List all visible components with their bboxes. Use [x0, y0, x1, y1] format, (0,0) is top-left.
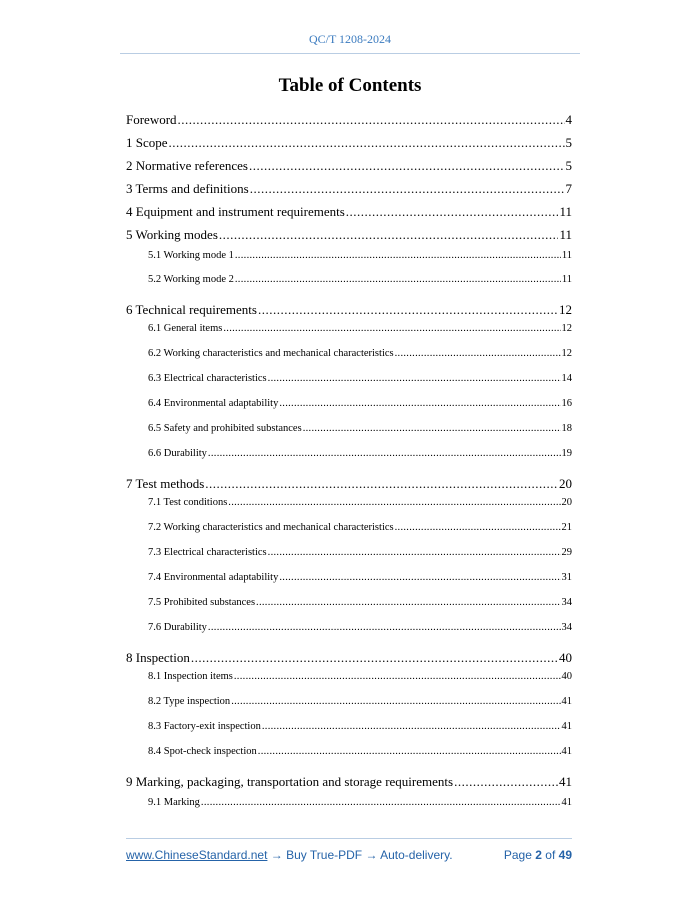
dot-leader [178, 112, 565, 128]
dot-leader [395, 522, 561, 533]
toc-entry-page: 41 [561, 746, 572, 757]
toc-entry-label: 5 Working modes [126, 227, 218, 242]
page-title: Table of Contents [278, 75, 422, 96]
toc-entry-page: 12 [561, 348, 572, 359]
dot-leader [234, 671, 561, 682]
toc-subentry[interactable] [148, 323, 572, 334]
toc-entry-page: 20 [561, 497, 572, 508]
toc-entry[interactable] [126, 112, 572, 128]
promo-text: → Buy True-PDF → Auto-delivery. [267, 848, 453, 862]
toc-entry-label: 3 Terms and definitions [126, 181, 249, 196]
toc-entry[interactable] [126, 181, 572, 197]
dot-leader [208, 622, 561, 633]
toc-subentry[interactable] [148, 597, 572, 608]
toc-entry[interactable] [126, 135, 572, 151]
website-link[interactable]: www.ChineseStandard.net [126, 848, 268, 862]
toc-subentry[interactable] [148, 746, 572, 757]
toc-entry[interactable] [126, 158, 572, 174]
toc-entry-label: 5.1 Working mode 1 [148, 250, 234, 261]
toc-entry-page: 41 [559, 774, 572, 789]
toc-entry[interactable] [126, 204, 572, 220]
dot-leader [258, 302, 558, 318]
toc-entry-label: 6.5 Safety and prohibited substances [148, 423, 302, 434]
toc-entry-label: 7.3 Electrical characteristics [148, 547, 267, 558]
dot-leader [279, 398, 560, 409]
toc-entry-page: 41 [561, 721, 572, 732]
toc-entry-label: 8.3 Factory-exit inspection [148, 721, 261, 732]
toc-subentry[interactable] [148, 348, 572, 359]
toc-entry-page: 21 [561, 522, 572, 533]
toc-subentry[interactable] [148, 250, 572, 261]
dot-leader [454, 774, 558, 790]
toc-entry-label: 5.2 Working mode 2 [148, 274, 234, 285]
toc-subentry[interactable] [148, 497, 572, 508]
toc-entry-label: 6.1 General items [148, 323, 223, 334]
toc-subentry[interactable] [148, 671, 572, 682]
dot-leader [250, 181, 565, 197]
toc-entry-page: 20 [559, 476, 572, 491]
dot-leader [279, 572, 560, 583]
toc-entry-label: 6.6 Durability [148, 448, 207, 459]
toc-subentry[interactable] [148, 696, 572, 707]
of-word: of [545, 848, 556, 862]
toc-entry-label: 6.2 Working characteristics and mechanical characteristics [148, 348, 394, 359]
dot-leader [256, 597, 560, 608]
dot-leader [395, 348, 561, 359]
toc-entry[interactable] [126, 302, 572, 318]
toc-entry-page: 7 [565, 181, 572, 196]
toc-entry[interactable] [126, 650, 572, 666]
toc-entry-page: 34 [561, 622, 572, 633]
dot-leader [303, 423, 561, 434]
toc-entry-label: 7.1 Test conditions [148, 497, 228, 508]
toc-entry-label: 7.5 Prohibited substances [148, 597, 256, 608]
page-word: Page [503, 848, 532, 862]
toc-entry-page: 16 [561, 398, 572, 409]
toc-subentry[interactable] [148, 547, 572, 558]
toc-entry-page: 34 [561, 597, 572, 608]
toc-entry-page: 11 [559, 204, 572, 219]
toc-subentry[interactable] [148, 522, 572, 533]
toc-entry-label: 6 Technical requirements [126, 302, 257, 317]
toc-subentry[interactable] [148, 572, 572, 583]
standard-code-header: QC/T 1208-2024 [308, 32, 392, 46]
toc-subentry[interactable] [148, 274, 572, 285]
toc-entry-page: 40 [559, 650, 572, 665]
dot-leader [268, 373, 561, 384]
dot-leader [228, 497, 560, 508]
dot-leader [205, 476, 558, 492]
footer [126, 848, 572, 862]
dot-leader [201, 797, 561, 808]
dot-leader [191, 650, 558, 666]
toc-entry-page: 12 [561, 323, 572, 334]
dot-leader [268, 547, 561, 558]
toc-entry[interactable] [126, 227, 572, 243]
toc-entry-label: 8.4 Spot-check inspection [148, 746, 257, 757]
toc-entry-label: 9.1 Marking [148, 797, 200, 808]
toc-subentry[interactable] [148, 797, 572, 808]
toc-subentry[interactable] [148, 373, 572, 384]
toc-subentry[interactable] [148, 398, 572, 409]
toc-entry-page: 19 [561, 448, 572, 459]
footer-promo [126, 848, 453, 862]
toc-entry-page: 40 [561, 671, 572, 682]
toc-entry-label: 8.2 Type inspection [148, 696, 231, 707]
page-indicator [504, 848, 572, 862]
header-rule [120, 53, 580, 54]
toc-entry-label: 7.2 Working characteristics and mechanical characteristics [148, 522, 394, 533]
toc-entry-label: 7.6 Durability [148, 622, 207, 633]
toc-entry-label: 8 Inspection [126, 650, 190, 665]
toc-entry-label: 6.4 Environmental adaptability [148, 398, 279, 409]
toc-entry-label: 7.4 Environmental adaptability [148, 572, 279, 583]
toc-entry-page: 11 [559, 227, 572, 242]
toc-subentry[interactable] [148, 622, 572, 633]
toc-entry-label: 4 Equipment and instrument requirements [126, 204, 345, 219]
toc-entry-label: 6.3 Electrical characteristics [148, 373, 267, 384]
toc-entry-page: 11 [561, 250, 572, 261]
dot-leader [169, 135, 565, 151]
toc-entry-page: 18 [561, 423, 572, 434]
toc-entry-label: 8.1 Inspection items [148, 671, 233, 682]
dot-leader [235, 250, 561, 261]
dot-leader [231, 696, 560, 707]
dot-leader [208, 448, 561, 459]
toc-entry-page: 11 [561, 274, 572, 285]
dot-leader [219, 227, 559, 243]
toc-entry-label: Foreword [126, 112, 177, 127]
toc-entry-label: 2 Normative references [126, 158, 248, 173]
dot-leader [249, 158, 565, 174]
dot-leader [262, 721, 561, 732]
toc-subentry[interactable] [148, 721, 572, 732]
toc-entry-page: 4 [565, 112, 572, 127]
toc-entry[interactable] [126, 774, 572, 790]
toc-entry-page: 12 [559, 302, 572, 317]
toc-entry-page: 14 [561, 373, 572, 384]
toc-entry-page: 31 [561, 572, 572, 583]
toc-entry-page: 5 [565, 158, 572, 173]
dot-leader [223, 323, 560, 334]
toc-entry-label: 9 Marking, packaging, transportation and storage requirements [126, 774, 454, 789]
footer-rule [126, 838, 572, 839]
toc-entry-page: 41 [561, 797, 572, 808]
toc-subentry[interactable] [148, 423, 572, 434]
toc-entry-label: 1 Scope [126, 135, 168, 150]
dot-leader [258, 746, 561, 757]
toc-entry-page: 29 [561, 547, 572, 558]
toc-entry-page: 41 [561, 696, 572, 707]
dot-leader [346, 204, 559, 220]
toc-entry[interactable] [126, 476, 572, 492]
toc-entry-label: 7 Test methods [126, 476, 205, 491]
toc-subentry[interactable] [148, 448, 572, 459]
page-total: 49 [558, 848, 572, 862]
dot-leader [235, 274, 561, 285]
toc-entry-page: 5 [565, 135, 572, 150]
page-current: 2 [535, 848, 542, 862]
